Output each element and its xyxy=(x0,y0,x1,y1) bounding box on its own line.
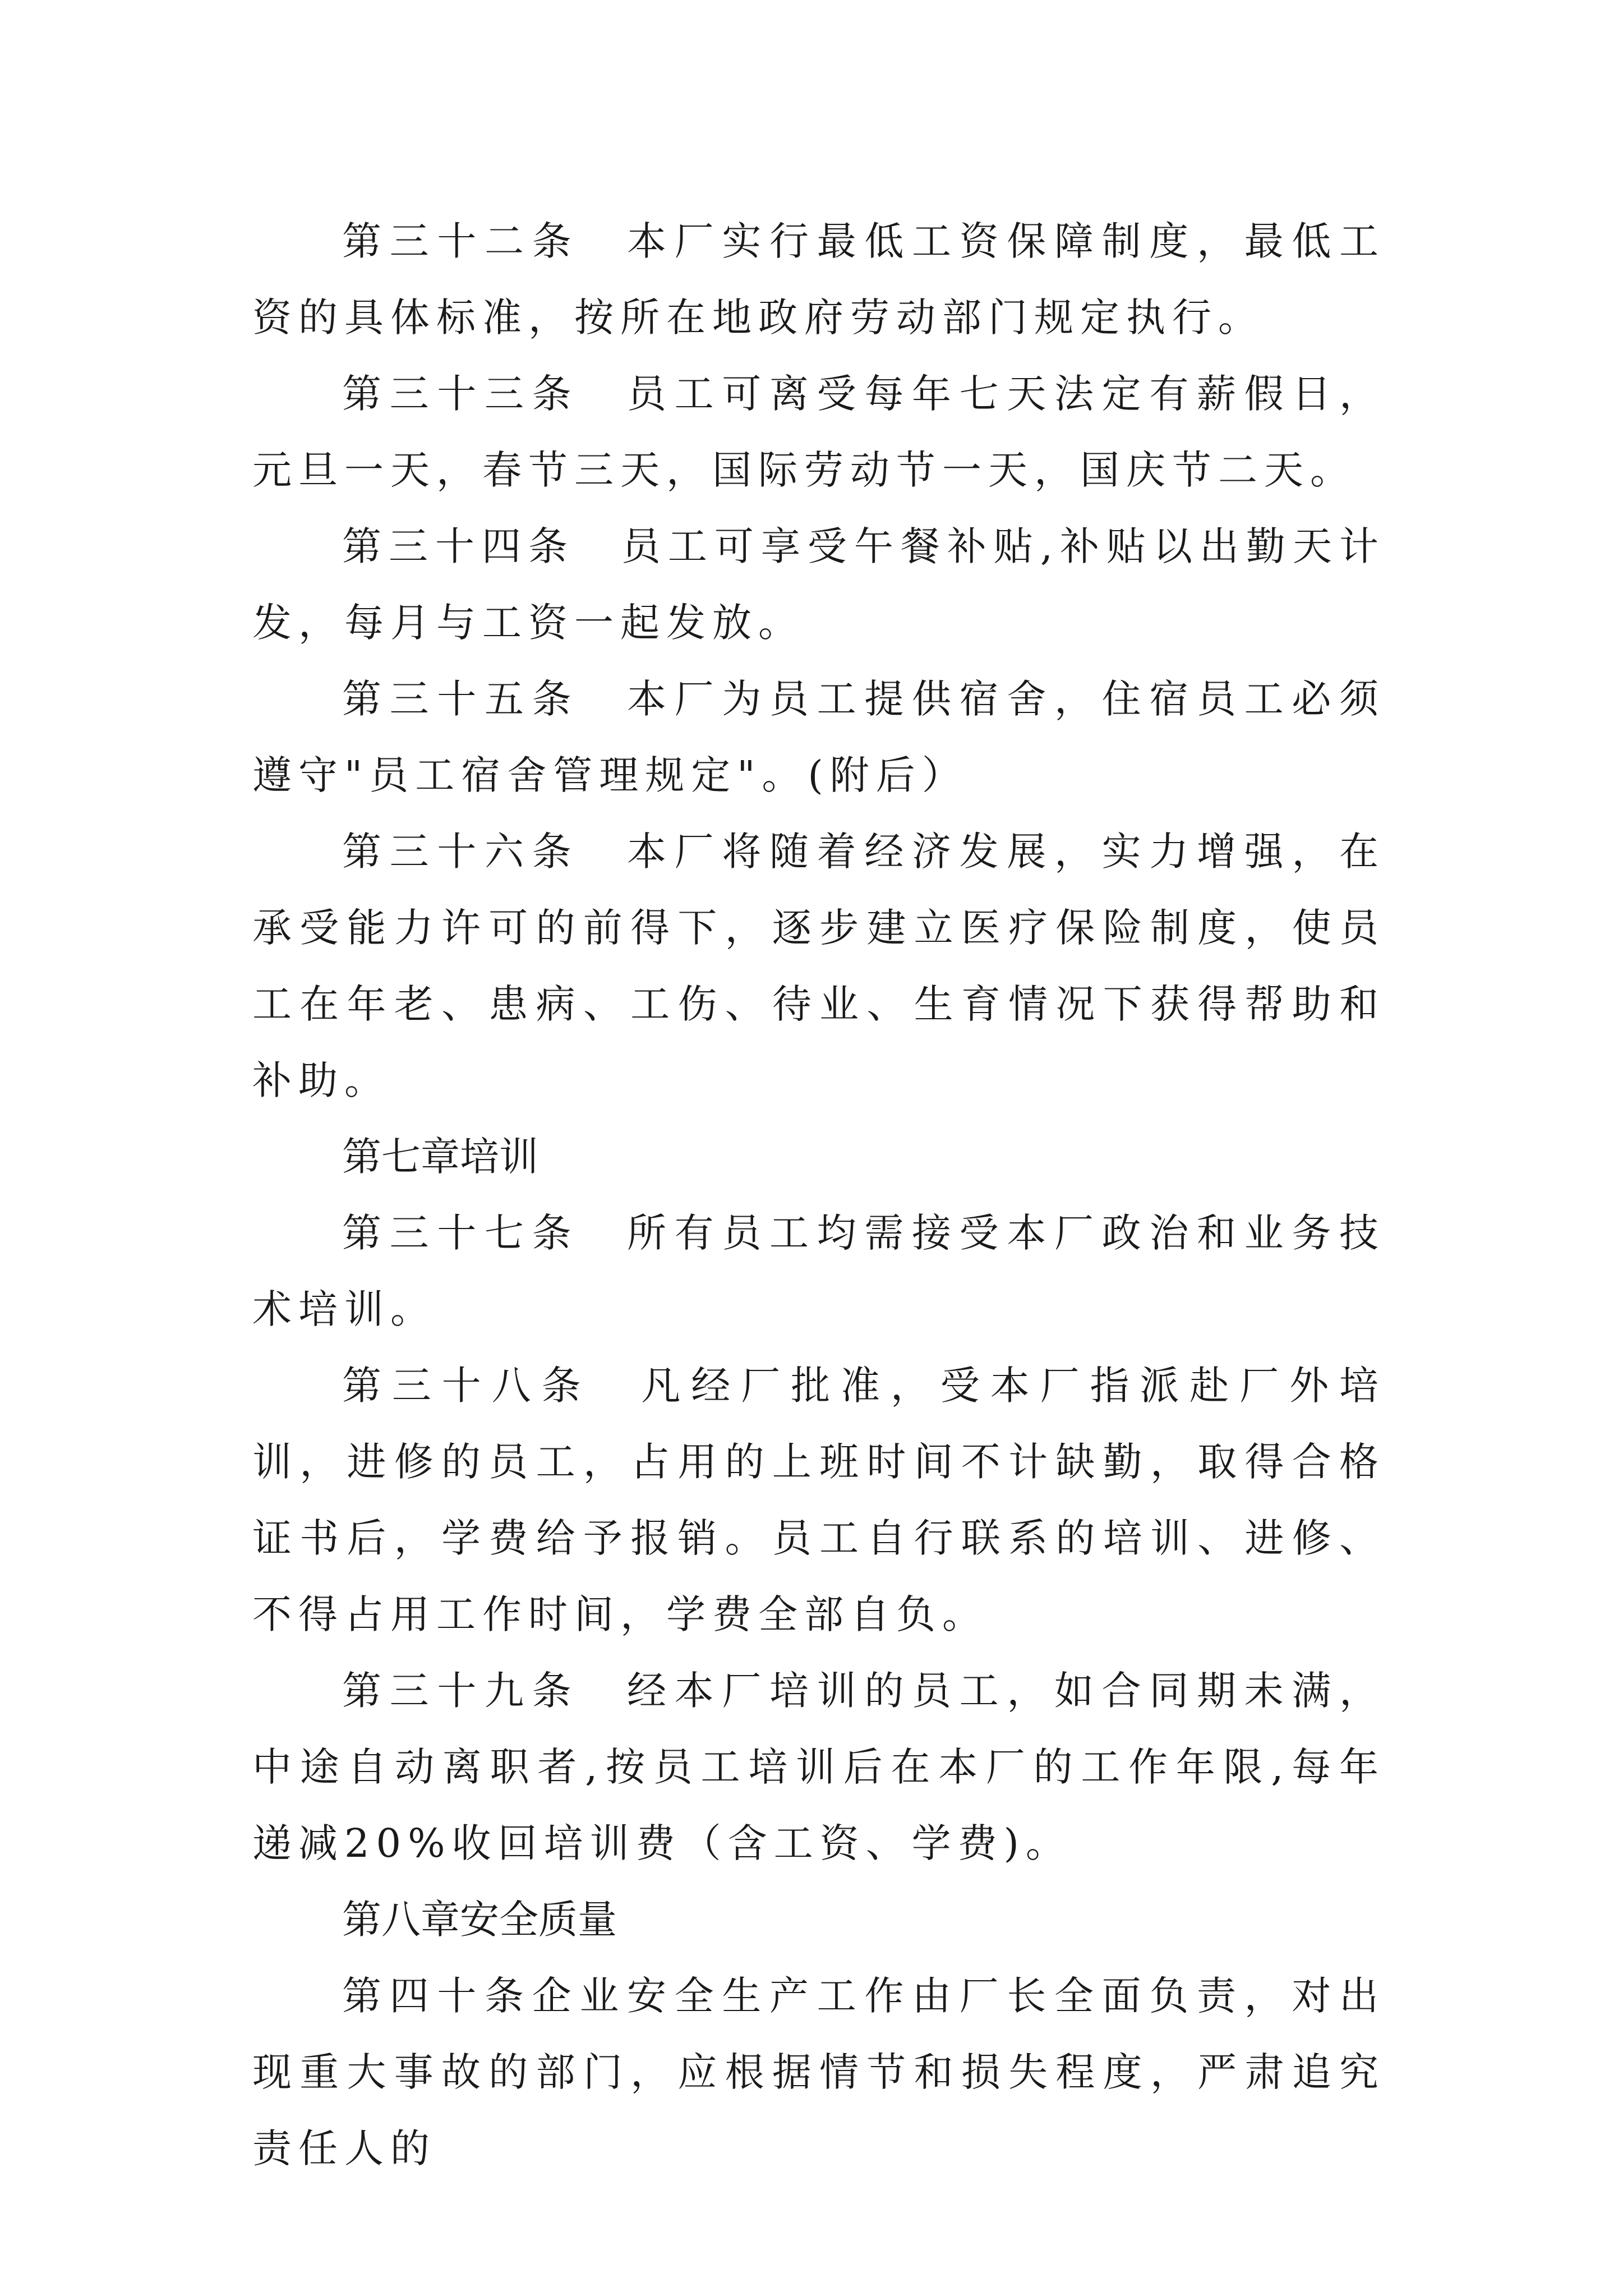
article-33: 第三十三条 员工可离受每年七天法定有薪假日，元旦一天，春节三天，国际劳动节一天，国庆节二天。 xyxy=(252,371,1385,493)
article-35: 第三十五条 本厂为员工提供宿舍，住宿员工必须遵守"员工宿舍管理规定"。(附后） xyxy=(252,676,1385,798)
article-40: 第四十条企业安全生产工作由厂长全面负责，对出现重大事故的部门，应根据情节和损失程度，严肃追究责任人的 xyxy=(252,1973,1385,2171)
article-34: 第三十四条 员工可享受午餐补贴,补贴以出勤天计发，每月与工资一起发放。 xyxy=(252,523,1385,646)
article-32: 第三十二条 本厂实行最低工资保障制度，最低工资的具体标准，按所在地政府劳动部门规定执行。 xyxy=(252,218,1385,341)
document-body xyxy=(252,203,1385,2187)
article-38: 第三十八条 凡经厂批准，受本厂指派赴厂外培训，进修的员工，占用的上班时间不计缺勤，取得合格证书后，学费给予报销。员工自行联系的培训、进修、不得占用工作时间，学费全部自负。 xyxy=(252,1363,1385,1637)
article-36: 第三十六条 本厂将随着经济发展，实力增强，在承受能力许可的前得下，逐步建立医疗保险制度，使员工在年老、患病、工伤、待业、生育情况下获得帮助和补助。 xyxy=(252,829,1385,1103)
article-39: 第三十九条 经本厂培训的员工，如合同期未满，中途自动离职者,按员工培训后在本厂的工作年限,每年递减20%收回培训费（含工资、学费)。 xyxy=(252,1668,1385,1866)
chapter-7-heading: 第七章培训 xyxy=(342,1134,538,1180)
article-37: 第三十七条 所有员工均需接受本厂政治和业务技术培训。 xyxy=(252,1210,1385,1332)
chapter-8-heading: 第八章安全质量 xyxy=(342,1897,617,1943)
